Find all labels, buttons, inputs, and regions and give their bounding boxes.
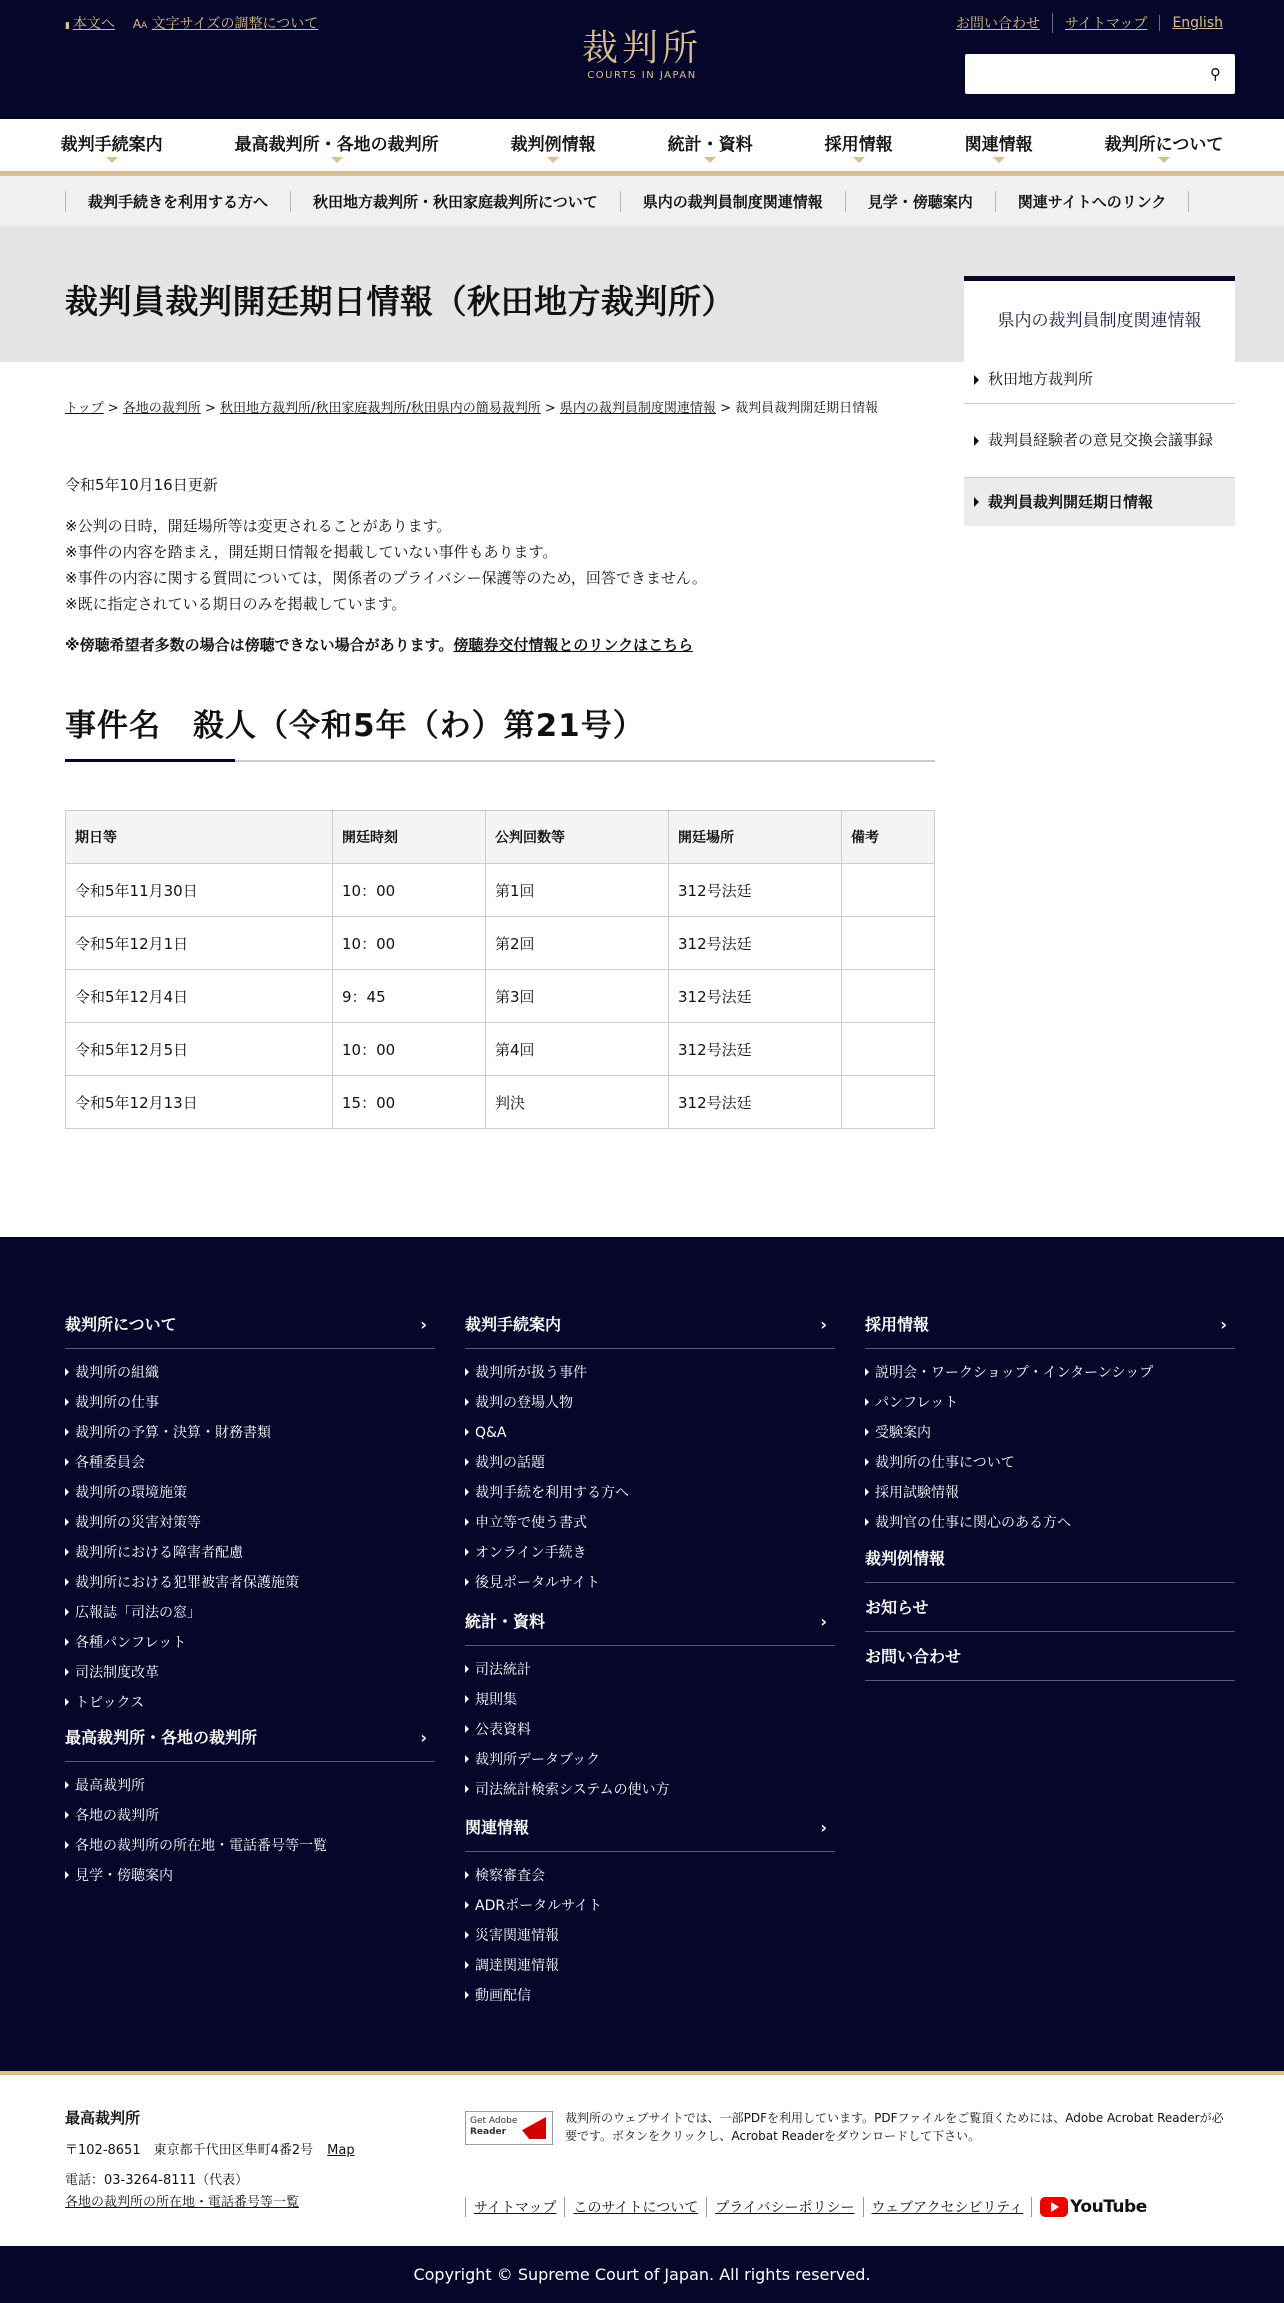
cell-date: 令和5年12月5日 (66, 1023, 333, 1076)
table-row (66, 864, 935, 917)
sub-nav (0, 176, 1284, 226)
cell-room: 312号法廷 (669, 1076, 842, 1129)
cell-room: 312号法廷 (669, 1023, 842, 1076)
subnav-users[interactable]: 裁判手続きを利用する方へ (65, 191, 290, 212)
chevron-right-icon: › (420, 1728, 427, 1747)
footer-heading-related[interactable]: 関連情報 › (465, 1814, 835, 1852)
col-header-date: 期日等 (66, 811, 333, 864)
footer-list-courts (65, 1771, 327, 1891)
note-line: ※既に指定されている期日のみを掲載しています。 (65, 595, 407, 613)
footer-link[interactable]: 公表資料 (465, 1715, 670, 1745)
footer-link[interactable]: 各地の裁判所の所在地・電話番号等一覧 (65, 1831, 327, 1861)
footer-link[interactable]: 採用試験情報 (865, 1478, 1153, 1508)
footer-link[interactable]: 検察審査会 (465, 1861, 602, 1891)
footer-link[interactable]: 裁判所の仕事 (65, 1388, 299, 1418)
footer-nav (0, 1237, 1284, 2071)
footer-link[interactable]: 裁判の登場人物 (465, 1388, 629, 1418)
footer-link[interactable]: 裁判所データブック (465, 1745, 670, 1775)
cell-room: 312号法廷 (669, 970, 842, 1023)
footer-link[interactable]: 裁判所の組織 (65, 1358, 299, 1388)
chevron-right-icon: › (820, 1818, 827, 1837)
main-nav (0, 119, 1284, 176)
breadcrumb-top[interactable]: トップ (65, 401, 104, 416)
text-size-icon: AA (132, 17, 148, 31)
cell-remarks (842, 1023, 935, 1076)
cell-time: 10：00 (333, 917, 486, 970)
footer-heading-news[interactable]: お知らせ (865, 1594, 1235, 1632)
table-row (66, 970, 935, 1023)
cell-session: 判決 (486, 1076, 669, 1129)
side-item-current[interactable]: 裁判員裁判開廷期日情報 (964, 478, 1235, 526)
notes (65, 513, 707, 617)
footer-list-recruitment (865, 1358, 1153, 1538)
org-name: 最高裁判所 (65, 2109, 141, 2127)
schedule-table (65, 810, 935, 1129)
nav-precedents[interactable]: 裁判例情報 (475, 119, 632, 171)
chevron-down-icon (853, 157, 865, 163)
footer-link[interactable]: 説明会・ワークショップ・インターンシップ (865, 1358, 1153, 1388)
note-line: ※公判の日時，開廷場所等は変更されることがあります。 (65, 517, 452, 535)
nav-procedures[interactable]: 裁判手続案内 (25, 119, 199, 171)
footer-links (465, 2197, 1155, 2217)
cell-date: 令和5年12月13日 (66, 1076, 333, 1129)
chevron-right-icon: › (820, 1315, 827, 1334)
footer-link[interactable]: トピックス (65, 1688, 299, 1718)
nav-about[interactable]: 裁判所について (1069, 119, 1260, 171)
footer-link[interactable]: 裁判所の災害対策等 (65, 1508, 299, 1538)
note-line: ※事件の内容に関する質問については，関係者のプライバシー保護等のため，回答できません。 (65, 569, 707, 587)
footer-link[interactable]: 各地の裁判所 (65, 1801, 327, 1831)
footer-link[interactable]: 動画配信 (465, 1981, 602, 2011)
footer-link[interactable]: オンライン手続き (465, 1538, 629, 1568)
footer-link[interactable]: パンフレット (865, 1388, 1153, 1418)
cell-time: 15：00 (333, 1076, 486, 1129)
footer-heading-procedures[interactable]: 裁判手続案内 › (465, 1311, 835, 1349)
cell-remarks (842, 917, 935, 970)
adobe-reader-badge[interactable]: Get Adobe Reader (465, 2111, 553, 2145)
cell-session: 第2回 (486, 917, 669, 970)
notice: ※傍聴希望者多数の場合は傍聴できない場合があります。傍聴券交付情報とのリンクはこちら (65, 636, 694, 654)
adobe-notice: 裁判所のウェブサイトでは、一部PDFを利用しています。PDFファイルをご覧頂くためには、Adobe Acrobat Readerが必要です。ボタンをクリックし、Acrobat Readerをダウンロードして下さい。 (565, 2111, 1224, 2143)
footer-link[interactable]: 裁判官の仕事に関心のある方へ (865, 1508, 1153, 1538)
footer-link[interactable]: 裁判所の仕事について (865, 1448, 1153, 1478)
breadcrumb: トップ > 各地の裁判所 > 秋田地方裁判所/秋田家庭裁判所/秋田県内の簡易裁判所 > 県内の裁判員制度関連情報 > 裁判員裁判開廷期日情報 (65, 401, 879, 416)
nav-related[interactable]: 関連情報 (929, 119, 1069, 171)
col-header-time: 開廷時刻 (333, 811, 486, 864)
cell-room: 312号法廷 (669, 917, 842, 970)
map-link[interactable]: Map (327, 2143, 355, 2158)
footer-link[interactable]: 裁判所が扱う事件 (465, 1358, 629, 1388)
footer-heading-statistics[interactable]: 統計・資料 › (465, 1608, 835, 1646)
footer-heading-contact[interactable]: お問い合わせ (865, 1643, 1235, 1681)
footer-link[interactable]: 司法統計検索システムの使い方 (465, 1775, 670, 1805)
court-list-link[interactable]: 各地の裁判所の所在地・電話番号等一覧 (65, 2195, 300, 2210)
footer-link[interactable]: 後見ポータルサイト (465, 1568, 629, 1598)
phone: 電話：03-3264-8111（代表） (65, 2173, 249, 2188)
cell-remarks (842, 970, 935, 1023)
col-header-remarks: 備考 (842, 811, 935, 864)
search-icon[interactable]: ⚲ (1210, 65, 1221, 83)
skip-to-content-link[interactable]: ▮ 本文へ (65, 16, 115, 32)
footer-heading-recruitment[interactable]: 採用情報 › (865, 1311, 1235, 1349)
subnav-links[interactable]: 関連サイトへのリンク (995, 191, 1190, 212)
footer-link[interactable]: 各種パンフレット (65, 1628, 299, 1658)
cell-remarks (842, 1076, 935, 1129)
footer-link[interactable]: 裁判所における犯罪被害者保護施策 (65, 1568, 299, 1598)
side-menu-heading[interactable]: 県内の裁判員制度関連情報 (964, 276, 1235, 356)
chevron-down-icon (547, 157, 559, 163)
footer-list-about (65, 1358, 299, 1718)
cell-time: 10：00 (333, 1023, 486, 1076)
side-item-akita-district[interactable]: 秋田地方裁判所 (964, 356, 1235, 404)
footer-link[interactable]: 調達関連情報 (465, 1951, 602, 1981)
footer-heading-precedents[interactable]: 裁判例情報 (865, 1545, 1235, 1583)
footer-link[interactable]: ADRポータルサイト (465, 1891, 602, 1921)
footer-list-related (465, 1861, 602, 2011)
cell-time: 9：45 (333, 970, 486, 1023)
subnav-saibanin[interactable]: 県内の裁判員制度関連情報 (620, 191, 845, 212)
address: 〒102-8651 東京都千代田区隼町4番2号 Map (65, 2143, 355, 2158)
cell-time: 10：00 (333, 864, 486, 917)
table-row (66, 1023, 935, 1076)
footer-list-statistics (465, 1655, 670, 1805)
note-line: ※事件の内容を踏まえ，開廷期日情報を掲載していない事件もあります。 (65, 543, 558, 561)
table-row (66, 1076, 935, 1129)
nav-courts[interactable]: 最高裁判所・各地の裁判所 (199, 119, 475, 171)
footer-list-procedures (465, 1358, 629, 1598)
youtube-icon (1040, 2197, 1068, 2217)
search-input[interactable] (965, 54, 1235, 94)
footer-link[interactable]: 各種委員会 (65, 1448, 299, 1478)
cell-session: 第3回 (486, 970, 669, 1023)
cell-session: 第1回 (486, 864, 669, 917)
footer-link[interactable]: 規則集 (465, 1685, 670, 1715)
site-header (0, 0, 1284, 119)
footer-link[interactable]: 裁判の話題 (465, 1448, 629, 1478)
case-title: 事件名 殺人（令和5年（わ）第21号） (65, 708, 645, 744)
footer-link[interactable]: 最高裁判所 (65, 1771, 327, 1801)
sitemap-link[interactable]: サイトマップ (1052, 13, 1159, 33)
footer-sitemap-link[interactable]: サイトマップ (465, 2197, 564, 2217)
footer-link[interactable]: 裁判手続を利用する方へ (465, 1478, 629, 1508)
youtube-link[interactable]: YouTube (1031, 2197, 1155, 2217)
chevron-down-icon (106, 157, 118, 163)
footer-link[interactable]: 裁判所における障害者配慮 (65, 1538, 299, 1568)
chevron-right-icon: › (820, 1612, 827, 1631)
chevron-down-icon (331, 157, 343, 163)
footer-link[interactable]: 見学・傍聴案内 (65, 1861, 327, 1891)
breadcrumb-courts[interactable]: 各地の裁判所 (122, 401, 201, 416)
footer-link[interactable]: 申立等で使う書式 (465, 1508, 629, 1538)
table-row (66, 917, 935, 970)
font-size-link[interactable]: AA 文字サイズの調整について (132, 16, 319, 32)
chevron-down-icon (993, 157, 1005, 163)
subnav-akita-courts[interactable]: 秋田地方裁判所・秋田家庭裁判所について (290, 191, 620, 212)
breadcrumb-akita[interactable]: 秋田地方裁判所/秋田家庭裁判所/秋田県内の簡易裁判所 (219, 401, 541, 416)
contact-link[interactable]: お問い合わせ (955, 16, 1040, 32)
breadcrumb-saibanin[interactable]: 県内の裁判員制度関連情報 (559, 401, 716, 416)
breadcrumb-current: 裁判員裁判開廷期日情報 (735, 401, 879, 416)
page-title: 裁判員裁判開廷期日情報（秋田地方裁判所） (65, 282, 735, 321)
footer-link[interactable]: 災害関連情報 (465, 1921, 602, 1951)
cell-date: 令和5年11月30日 (66, 864, 333, 917)
updated-date: 令和5年10月16日更新 (65, 476, 218, 494)
cell-date: 令和5年12月1日 (66, 917, 333, 970)
title-divider (65, 760, 935, 762)
cell-session: 第4回 (486, 1023, 669, 1076)
english-link[interactable]: English (1159, 15, 1235, 31)
footer-about-site-link[interactable]: このサイトについて (564, 2197, 706, 2217)
copyright: Copyright © Supreme Court of Japan. All rights reserved. (0, 2246, 1284, 2303)
cell-remarks (842, 864, 935, 917)
footer-heading-courts[interactable]: 最高裁判所・各地の裁判所 › (65, 1724, 435, 1762)
footer-heading-about[interactable]: 裁判所について › (65, 1311, 435, 1349)
footer-link[interactable]: 司法制度改革 (65, 1658, 299, 1688)
side-menu (964, 276, 1235, 526)
footer-link[interactable]: Q&A (465, 1418, 629, 1448)
chevron-down-icon (704, 157, 716, 163)
footer-privacy-link[interactable]: プライバシーポリシー (706, 2197, 862, 2217)
chevron-right-icon: › (420, 1315, 427, 1334)
nav-statistics[interactable]: 統計・資料 (632, 119, 789, 171)
cell-date: 令和5年12月4日 (66, 970, 333, 1023)
footer-link[interactable]: 広報誌「司法の窓」 (65, 1598, 299, 1628)
subnav-tours[interactable]: 見学・傍聴案内 (845, 191, 995, 212)
col-header-room: 開廷場所 (669, 811, 842, 864)
footer-accessibility-link[interactable]: ウェブアクセシビリティ (863, 2197, 1032, 2217)
footer-link[interactable]: 司法統計 (465, 1655, 670, 1685)
chevron-down-icon (1158, 157, 1170, 163)
cell-room: 312号法廷 (669, 864, 842, 917)
col-header-session: 公判回数等 (486, 811, 669, 864)
nav-recruitment[interactable]: 採用情報 (789, 119, 929, 171)
ticket-info-link[interactable]: 傍聴券交付情報とのリンクはこちら (453, 636, 694, 654)
site-logo[interactable]: 裁判所 COURTS IN JAPAN (581, 28, 702, 81)
table-header-row (66, 811, 935, 864)
side-item-minutes[interactable]: 裁判員経験者の意見交換会議事録 (964, 404, 1235, 478)
footer-link[interactable]: 受験案内 (865, 1418, 1153, 1448)
chevron-right-icon: › (1220, 1315, 1227, 1334)
footer-link[interactable]: 裁判所の環境施策 (65, 1478, 299, 1508)
footer-link[interactable]: 裁判所の予算・決算・財務書類 (65, 1418, 299, 1448)
footer-info (0, 2071, 1284, 2246)
